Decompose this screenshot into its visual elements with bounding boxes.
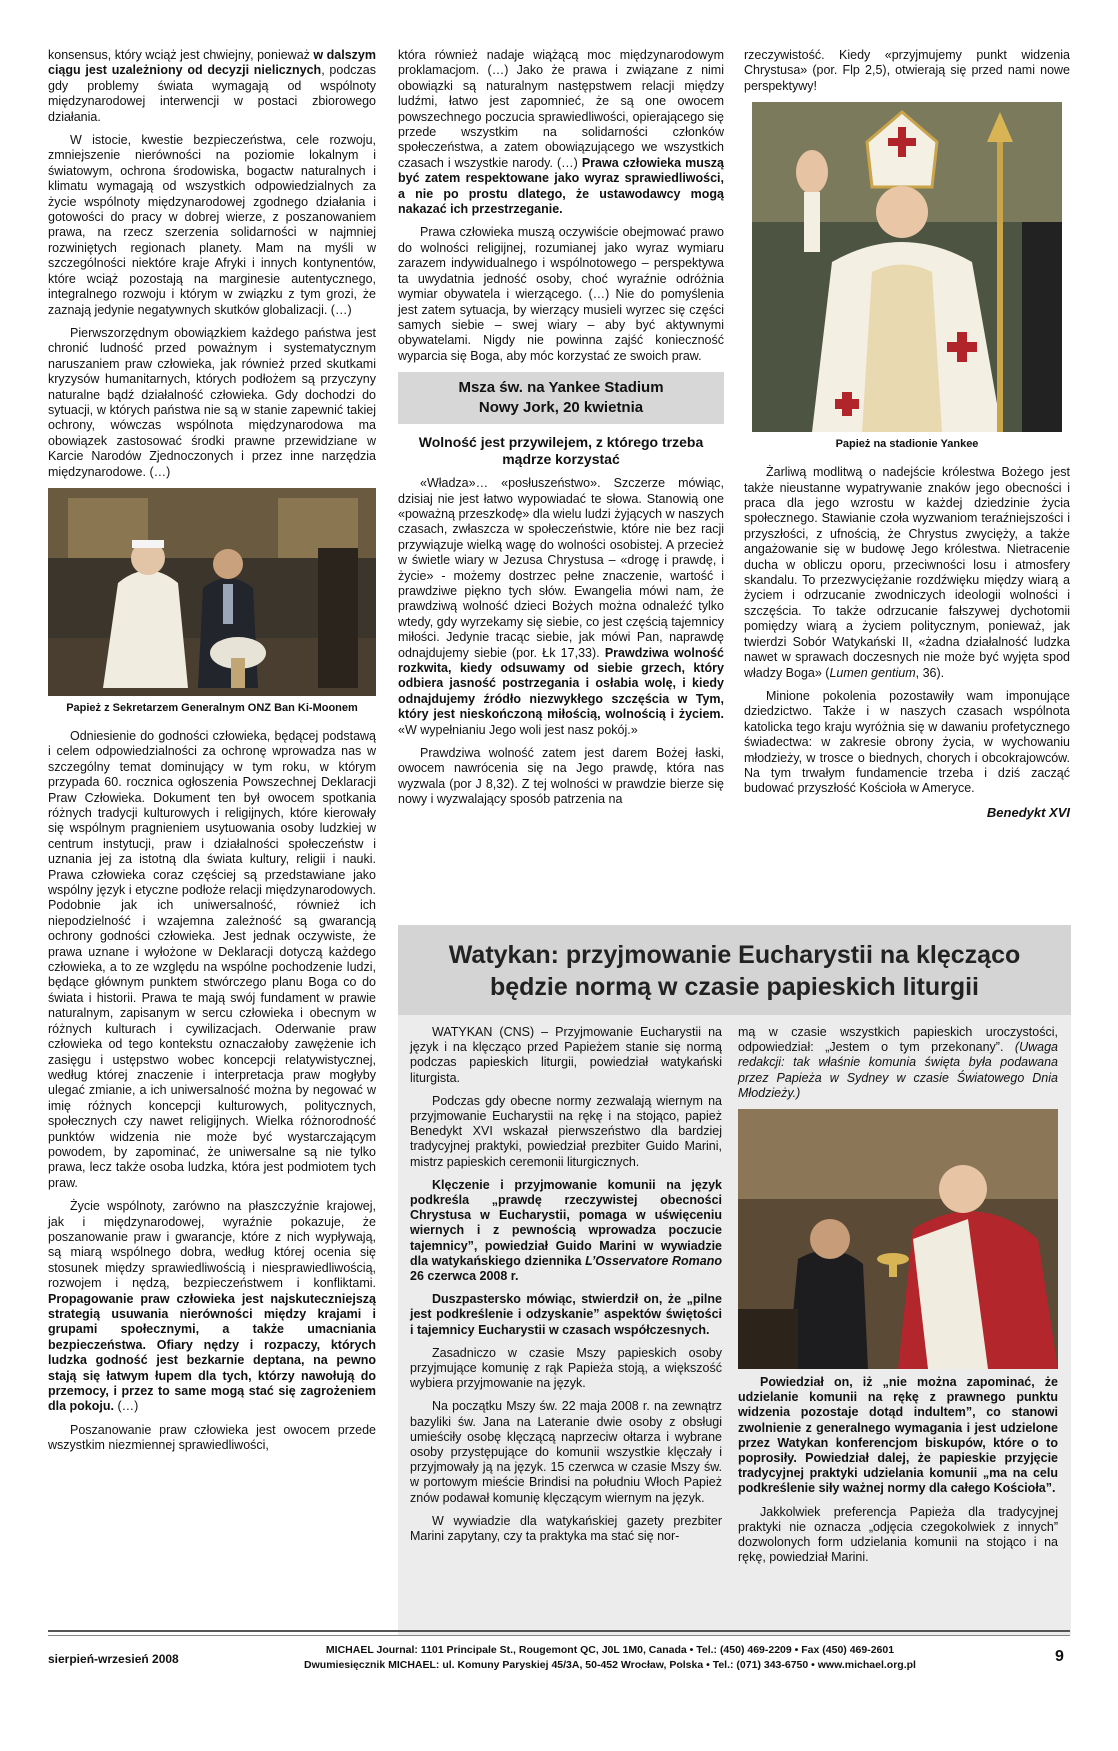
- footer-rule: [48, 1635, 1070, 1636]
- paragraph: Zasadniczo w czasie Mszy papieskich osoby przyjmujące komunię z rąk Papieża stoją, a większość wybiera przyjmowanie na język.: [410, 1345, 722, 1391]
- article-column-left: [410, 1025, 722, 1552]
- photo-illustration: [738, 1109, 1058, 1369]
- issue-date: sierpień-wrzesień 2008: [48, 1652, 179, 1666]
- paragraph: Na początku Mszy św. 22 maja 2008 r. na zewnątrz bazyliki św. Jana na Lateranie dwie osoby z obsługi umieściły osobę klęczącą naprzeciw ołtarza i wybrane osoby przystępujące do komunii wszystkie klęczały i przyjmowały ją na język. 15 czerwca w czasie Mszy św. w portowym mieście Brindisi na południu Włoch Papież znów podawał komunię klęczącym wiernym na język.: [410, 1399, 722, 1505]
- paragraph: Prawa człowieka muszą oczywiście obejmować prawo do wolności religijnej, rozumianej jako wyraz wymiaru zarazem indywidualnego i wspólnotowego – perspektywa ta uwydatnia jedność osoby, choć wyraźnie odróżnia wymiar obywatela i wierzącego. (…) Nie do pomyślenia jest zatem sytuacja, by wierzący musieli wyrzec się części samych siebie – swej wiary – aby być aktywnymi obywatelami. Nigdy nie powinna zajść konieczność wyparcia się Boga, aby móc korzystać ze swoich praw.: [398, 225, 724, 363]
- page-number: 9: [1055, 1648, 1064, 1665]
- paragraph: W istocie, kwestie bezpieczeństwa, cele rozwoju, zmniejszenie nierówności na poziomie lokalnym i światowym, ochrona środowiska, bogactw naturalnych i klimatu wymagają od wszystkich odpowiedzialnych za życie wspólnoty międzynarodowej zgodnego działania i gotowości do pracy w dobrej wierze, z poszanowaniem prawa, na rzecz szerzenia solidarności w najmniej rozwiniętych regionach planety. Mam na myśli w szczególności niektóre kraje Afryki i innych kontynentów, które wciąż pozostają na marginesie autentycznego, integralnego rozwoju i którym w związku z tym grozi, że zaznają jedynie negatywnych skutków globalizacji. (…): [48, 133, 376, 317]
- photo-illustration: [752, 102, 1062, 432]
- bold-text: Powiedział on, iż „nie można zapominać, że udzielanie komunii na rękę z prawnego punktu widzenia pozostaje dotąd indultem”, co stanowi zwolnienie z generalnego wymagania i jest udzielone przez Watykan konferencjom biskupów, które o to poprosiły. Powiedział dalej, że papieskie przyjęcie tradycyjnej praktyki udzielania komunii „ma na celu podkreślenie siły ważnej normy dla całego Kościoła”.: [738, 1375, 1058, 1496]
- photo-caption: Papież na stadionie Yankee: [835, 438, 979, 451]
- headline-line: będzie normą w czasie papieskich liturgii: [489, 973, 980, 1001]
- text: , 36).: [915, 665, 945, 680]
- publisher-line: MICHAEL Journal: 1101 Principale St., Rougemont QC, J0L 1M0, Canada • Tel.: (450) 469-2209 • Fax (450) 469-2601: [325, 1644, 895, 1656]
- article-headline: [398, 925, 1071, 1015]
- paragraph: [744, 465, 1070, 681]
- text: konsensus, który wciąż jest chwiejny, ponieważ: [48, 48, 314, 62]
- publisher-line: Dwumiesięcznik MICHAEL: ul. Komuny Paryskiej 45/3A, 50-452 Wrocław, Polska • Tel.: (071) 343-6750 • www.michael.org.pl: [304, 1659, 916, 1671]
- bold-text: Duszpastersko mówiąc, stwierdził on, że „pilne jest podkreślenie i odzyskanie” aspektów świętości i tajemnicy Eucharystii w czasach współczesnych.: [410, 1292, 722, 1337]
- paragraph: [48, 48, 376, 125]
- paragraph: [398, 476, 724, 738]
- box-line: Nowy Jork, 20 kwietnia: [478, 399, 644, 417]
- photo-illustration: [48, 488, 376, 696]
- text: , podczas gdy problemy świata wymagają od wspólnoty międzynarodowej interwencji w postaci zbiorowego działania.: [48, 63, 376, 124]
- text: która również nadaje wiążącą moc międzynarodowym proklamacjom. (…) Jako że prawa i związane z nimi obowiązki są naturalnym następstwem relacji między ludźmi, łatwo jest zapomnieć, że są one owocem powszechnego poczucia sprawiedliwości, opierającego się przede wszystkim na solidarności członków społeczeństwa, a zatem obowiązującego we wszystkich czasach i wszystkie narody. (…): [398, 48, 724, 170]
- paragraph: Minione pokolenia pozostawiły wam imponujące dziedzictwo. Także i w naszych czasach wspólnota katolicka tego kraju wyróżnia się w dawaniu profetycznego świadectwa: w zakresie obrony życia, w wychowaniu młodzieży, w trosce o biednych, chorych i obcokrajowców. Na tym trwałym fundamencie trzeba i dziś zacząć budować przyszłość Kościoła w Ameryce.: [744, 688, 1070, 796]
- headline-line: Watykan: przyjmowanie Eucharystii na klęcząco: [448, 941, 1021, 969]
- box-line: Msza św. na Yankee Stadium: [458, 379, 664, 397]
- article-eucharist: [398, 925, 1071, 1635]
- paragraph: Jakkolwiek preferencja Papieża dla tradycyjnej praktyki nie oznacza „odjęcia czegokolwiek z innych” dozwolonych form udzielania komunii na stojąco i na rękę, powiedział Marini.: [738, 1504, 1058, 1565]
- italic-text: (Uwaga redakcji: tak właśnie komunia święta była podawana przez Papieża w Sydney w czasie Światowego Dnia Młodzieży.): [738, 1040, 1058, 1100]
- bold-text: Prawdziwa wolność rozkwita, kiedy odsuwamy od siebie grzech, który odbiera jasność postrzegania i osłabia wolę, i kiedy odnajdujemy źródło niezwykłego szczęścia w Tym, który jest nieskończoną miłością, wolnością i życiem.: [398, 645, 724, 722]
- bold-text: Propagowanie praw człowieka jest najskuteczniejszą strategią usuwania nierówności między krajami i grupami społecznymi, a także umacniania bezpieczeństwa. Ofiary nędzy i rozpaczy, których ludzka godność jest bezkarnie deptana, na pewno stają się łatwym łupem dla tych, którzy nawołują do przemocy, i przez to same mogą stać się zagrożeniem dla pokoju.: [48, 1291, 376, 1414]
- paragraph: Odniesienie do godności człowieka, będącej podstawą i celem odpowiedzialności za ochronę wprowadza nas w szczególny temat dominujący w tym roku, w którym przypada 60. rocznica ogłoszenia Powszechnej Deklaracji Praw Człowieka. Dokument ten był owocem spotkania różnych tradycji kulturowych i religijnych, które kierowały się wspólnym pragnieniem usytuowania osoby ludzkiej w centrum instytucji, praw i działalności społeczeństw i uznania jej za istotną dla świata kultury, religii i nauki. Prawa człowieka coraz częściej są przedstawiane jako wspólny język i etyczne podłoże relacji międzynarodowych. Podobnie jak ich uniwersalność, również ich niepodzielność i wzajemna zależność są gwarancją ochrony godności człowieka. Jest jednak oczywiste, że prawa uznane i wyłożone w Deklaracji dotyczą każdego człowieka, a to ze względu na wspólne pochodzenie ludzi, będące głównym punktem stwórczego planu Boga co do świata i historii. Prawa te mają swój fundament w prawie naturalnym, zapisanym w sercu człowieka i obecnym w różnych kulturach i cywilizacjach. Oderwanie praw człowieka od tego kontekstu oznaczałoby zawężenie ich zasięgu i ustępstwo wobec koncepcji relatywistycznej, według której znaczenie i interpretacja praw mogłyby ulegać zmianie, a ich uniwersalność można by negować w imię różnych koncepcji kulturowych, politycznych, społecznych czy nawet religijnych. Wielka różnorodność punktów widzenia nie może być wystarczającym powodem, by zapominać, że uniwersalne są nie tylko prawa, lecz także osoba ludzka, która jest podmiotem tych praw.: [48, 728, 376, 1190]
- paragraph: [410, 1178, 722, 1284]
- bold-text: w dalszym ciągu jest uzależniony od decyzji nielicznych: [48, 48, 376, 78]
- paragraph: Podczas gdy obecne normy zezwalają wiernym na przyjmowanie Eucharystii na rękę i na stojąco, papież Benedykt XVI wskazał pierwszeństwo dla bardziej tradycyjnej praktyki, powiedział prezbiter Guido Marini, mistrz papieskich ceremonii liturgicznych.: [410, 1093, 722, 1169]
- column-1: [48, 48, 376, 1462]
- text: Żarliwą modlitwą o nadejście królestwa Bożego jest także nieustanne wypatrywanie znaków jego obecności i praca dla jego wzrostu w każdej dziedzinie życia społecznego. Stawianie czoła wyzwaniom teraźniejszości i przyszłości, z ufnością, że Chrystus zwycięży, a także angażowanie się w budowę Jego królestwa. Nietracenie ducha w obliczu oporu, przeciwności losu i atmosfery skandalu. To przezwyciężanie rozdźwięku między wiarą a życiem i odrzucanie zwodniczych ideologii wolności i szczęścia. To także odrzucanie fałszywej dychotomii pomiędzy wiarą a życiem politycznym, ponieważ, jak twierdzi Sobór Watykański II, «żadna działalność ludzka nawet w sprawach doczesnych nie może być wyjęta spod władzy Boga» (: [744, 465, 1070, 680]
- italic-text: Lumen gentium: [829, 665, 916, 680]
- bold-text: 26 czerwca 2008 r.: [410, 1269, 519, 1284]
- paragraph: [398, 48, 724, 217]
- bold-text: Prawa człowieka muszą być zatem respektowane jako wyraz sprawiedliwości, a nie po prostu dlatego, że ustawodawcy mogą nakazać ich przestrzeganie.: [398, 155, 724, 217]
- paragraph: Pierwszorzędnym obowiązkiem każdego państwa jest chronić ludność przed poważnym i systematycznym naruszaniem praw człowieka, jak również przed skutkami kryzysów humanitarnych, których podłożem są przyczyny naturalne bądź działalność człowieka. Gdy dochodzi do sytuacji, w których państwa nie są w stanie zapewnić takiej ochrony, wówczas wspólnota międzynarodowa ma obowiązek zastosować środki prawne przewidziane w Karcie Narodów Zjednoczonych i przez inne narzędzia międzynarodowe. (…): [48, 325, 376, 479]
- paragraph: [410, 1292, 722, 1338]
- paragraph: Prawdziwa wolność zatem jest darem Bożej łaski, owocem nawrócenia się na Jego prawdę, która nas wyzwala (por J 8,32). Z tej wolności w prawdzie bierze się nowy i wyzwalający sposób patrzenia na: [398, 746, 724, 807]
- article-column-right: [738, 1025, 1058, 1573]
- italic-text: L’Osservatore Romano: [585, 1253, 722, 1268]
- photo-pope-ban-ki-moon: [48, 488, 376, 696]
- text: Życie wspólnoty, zarówno na płaszczyźnie krajowej, jak i międzynarodowej, wyraźnie pokazuje, że poszanowanie praw i gwarancje, które z nich wypływają, są miarą wspólnego dobra, według której ocenia się stosunek między sprawiedliwością i niesprawiedliwością, rozwojem i nędzą, bezpieczeństwem i konfliktami.: [48, 1199, 376, 1291]
- paragraph: [738, 1025, 1058, 1101]
- text: «Władza»… «posłuszeństwo». Szczerze mówiąc, dzisiaj nie jest łatwo wypowiadać te słowa. Stanowią one «poważną przeszkodę» dla wielu ludzi żyjących w naszych czasach, zwłaszcza w społeczeństwie, które nie bez racji przywiązuje wielką wagę do wolności osobistej. A przecież w świetle wiary w Jezusa Chrystusa – «drogę i prawdę, i życie» - możemy dostrzec pełne znaczenie, wartość i prawdziwe piękno tych słów. Ewangelia mówi nam, że prawdziwą wolność dzieci Bożych można odnaleźć tylko wtedy, gdy wyrzekamy się siebie, co jest częścią tajemnicy miłości. Jedynie tracąc siebie, jak mówi Pan, naprawdę odnajdujemy siebie (por. Łk 17,33).: [398, 476, 724, 660]
- photo-pope-yankee-stadium: [752, 102, 1062, 432]
- footer-rule: [48, 1630, 1070, 1632]
- text: (…): [113, 1399, 139, 1414]
- signature: Benedykt XVI: [986, 804, 1070, 820]
- paragraph: [48, 1199, 376, 1415]
- text: «W wypełnianiu Jego woli jest nasz pokój.»: [398, 722, 638, 737]
- subheading: Wolność jest przywilejem, z którego trzeba mądrze korzystać: [418, 434, 704, 468]
- column-3: [744, 48, 1070, 820]
- photo-pope-communion: [738, 1109, 1058, 1369]
- bold-text: Klęczenie i przyjmowanie komunii na język podkreśla „prawdę rzeczywistej obecności Chrystusa w Eucharystii, pomaga w uświęceniu wiernych i z pewnością wprowadza poczucie tajemnicy”, powiedział Guido Marini w wywiadzie dla watykańskiego dziennika: [410, 1177, 722, 1268]
- publisher-info: [230, 1643, 990, 1673]
- section-box-yankee-mass: [398, 372, 724, 424]
- paragraph: WATYKAN (CNS) – Przyjmowanie Eucharystii na język i na klęcząco przed Papieżem stanie się normą podczas papieskich liturgii, powiedział watykański liturgista.: [410, 1025, 722, 1085]
- paragraph: Poszanowanie praw człowieka jest owocem przede wszystkim niezmiennej sprawiedliwości,: [48, 1422, 376, 1453]
- paragraph: [738, 1375, 1058, 1497]
- paragraph: W wywiadzie dla watykańskiej gazety prezbiter Marini zapytany, czy ta praktyka ma stać się nor-: [410, 1513, 722, 1544]
- photo-caption: Papież z Sekretarzem Generalnym ONZ Ban Ki-Moonem: [66, 701, 358, 714]
- text: mą w czasie wszystkich papieskich uroczystości, odpowiedział: „Jestem o tym przekonany”.: [738, 1025, 1058, 1055]
- paragraph: rzeczywistość. Kiedy «przyjmujemy punkt widzenia Chrystusa» (por. Flp 2,5), otwierają się przed nami nowe perspektywy!: [744, 48, 1070, 93]
- column-2: [398, 48, 724, 816]
